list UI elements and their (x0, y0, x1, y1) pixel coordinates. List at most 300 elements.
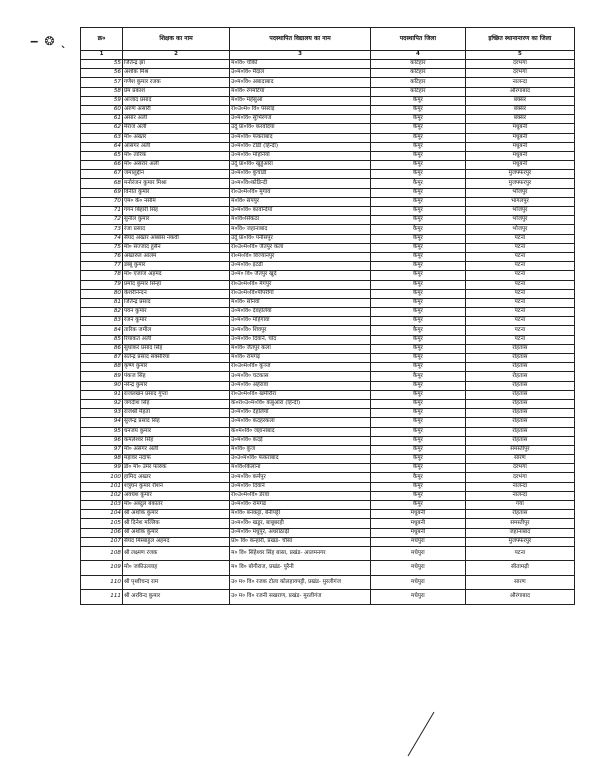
preferred-district-cell: मधुबनी (465, 142, 574, 151)
school-name-cell: म०वि० जैतपुर कला (230, 344, 371, 353)
serial-cell: 71 (81, 207, 123, 216)
serial-cell: 90 (81, 381, 123, 390)
teacher-name-cell: श्री दिनेश मल्लिक (122, 519, 229, 528)
table-row (81, 124, 575, 133)
school-name-cell: उ०म०वि० कावन्दियाँ (230, 207, 371, 216)
preferred-district-cell: समस्तीपुर (465, 445, 574, 454)
serial-cell: 74 (81, 234, 123, 243)
preferred-district-cell: बक्सर (465, 96, 574, 105)
column-number: 5 (465, 51, 574, 60)
teacher-name-cell: अशोक मिश्र (122, 69, 229, 78)
serial-cell: 66 (81, 161, 123, 170)
table-row (81, 308, 575, 317)
school-name-cell: उ० म० वि० रजनी सखराण, प्रखंड- मुरलीगंज (230, 590, 371, 605)
teacher-name-cell: अरुण अंसारी (122, 105, 229, 114)
table-row (81, 501, 575, 510)
preferred-district-cell: पटना (465, 308, 574, 317)
serial-cell: 111 (81, 590, 123, 605)
posted-district-cell: कैमूर (370, 455, 465, 464)
teacher-name-cell: पवन कुमार (122, 308, 229, 317)
serial-cell: 81 (81, 298, 123, 307)
table-row (81, 464, 575, 473)
school-name-cell: म०वि० बनकट्टा, बेनीपट्टी (230, 510, 371, 519)
preferred-district-cell: दरभंगा (465, 464, 574, 473)
posted-district-cell: कैमूर (370, 482, 465, 491)
serial-cell: 92 (81, 399, 123, 408)
table-row (81, 96, 575, 105)
table-row (81, 590, 575, 605)
posted-district-cell: कैमूर (370, 179, 465, 188)
school-name-cell: म०वि० कुंज (230, 445, 371, 454)
serial-cell: 85 (81, 335, 123, 344)
teacher-name-cell: कृष्ण कुमार (122, 363, 229, 372)
serial-cell: 64 (81, 142, 123, 151)
teacher-name-cell: मो० जकीउल्लाह (122, 561, 229, 576)
table-row (81, 280, 575, 289)
table-row (81, 252, 575, 261)
serial-cell: 108 (81, 546, 123, 561)
table-row (81, 436, 575, 445)
table-body (81, 60, 575, 605)
table-row (81, 372, 575, 381)
serial-cell: 107 (81, 537, 123, 546)
table-row (81, 78, 575, 87)
preferred-district-cell: मधुबनी (465, 133, 574, 142)
posted-district-cell: कटिहार (370, 69, 465, 78)
serial-cell: 68 (81, 179, 123, 188)
serial-cell: 75 (81, 243, 123, 252)
posted-district-cell: कैमूर (370, 427, 465, 436)
preferred-district-cell: दरभंगा (465, 60, 574, 69)
teacher-name-cell: डब्बू कुमार (122, 262, 229, 271)
posted-district-cell: कैमूर (370, 317, 465, 326)
teacher-name-cell: जितेन्द्र झा (122, 60, 229, 69)
preferred-district-cell: पटना (465, 317, 574, 326)
preferred-district-cell: रोहतास (465, 510, 574, 519)
posted-district-cell: कैमूर (370, 491, 465, 500)
posted-district-cell: कैमूर (370, 289, 465, 298)
school-name-cell: उ०म०वि० अबादाबाद (230, 78, 371, 87)
preferred-district-cell: रोहतास (465, 409, 574, 418)
serial-cell: 79 (81, 280, 123, 289)
table-row (81, 561, 575, 576)
teacher-name-cell: सतेन्द्र प्रसाद सक्सेरिया (122, 354, 229, 363)
school-name-cell: म०वि० रामगढ़ (230, 354, 371, 363)
posted-district-cell: कटिहार (370, 78, 465, 87)
teacher-name-cell: मो० असरार अली (122, 161, 229, 170)
posted-district-cell: मधुबनी (370, 528, 465, 537)
posted-district-cell: कैमूर (370, 464, 465, 473)
table-row (81, 363, 575, 372)
teacher-name-cell: मेराज अली (122, 124, 229, 133)
table-row (81, 335, 575, 344)
table-row (81, 317, 575, 326)
school-name-cell: उ०म०वि० टोडी (हिन्दी) (230, 142, 371, 151)
preferred-district-cell: मुजफ्फरपुर (465, 537, 574, 546)
teacher-name-cell: श्री अशोक कुमार (122, 528, 229, 537)
posted-district-cell: कैमूर (370, 445, 465, 454)
posted-district-cell: कैमूर (370, 124, 465, 133)
school-name-cell: उ०म०वि० चटकास (230, 372, 371, 381)
teacher-name-cell: कमलेश्वर सिंह (122, 436, 229, 445)
preferred-district-cell: भोजपुर (465, 216, 574, 225)
posted-district-cell: कैमूर (370, 151, 465, 160)
table-row (81, 197, 575, 206)
school-name-cell: उ०म०वि० महिगांवा (230, 317, 371, 326)
posted-district-cell: कैमूर (370, 188, 465, 197)
preferred-district-cell: दरभंगा (465, 69, 574, 78)
preferred-district-cell: मधुबनी (465, 161, 574, 170)
posted-district-cell: कैमूर (370, 161, 465, 170)
table-row (81, 243, 575, 252)
table-row (81, 69, 575, 78)
table-row (81, 225, 575, 234)
serial-cell: 70 (81, 197, 123, 206)
posted-district-cell: कैमूर (370, 409, 465, 418)
teacher-name-cell: मो० अब्दुल बकातर (122, 501, 229, 510)
serial-cell: 58 (81, 87, 123, 96)
preferred-district-cell: बक्सर (465, 115, 574, 124)
posted-district-cell: कैमूर (370, 298, 465, 307)
serial-cell: 77 (81, 262, 123, 271)
serial-cell: 69 (81, 188, 123, 197)
table-row (81, 445, 575, 454)
teacher-name-cell: मो० तारिक (122, 151, 229, 160)
table-row (81, 519, 575, 528)
posted-district-cell: मधेपुरा (370, 590, 465, 605)
preferred-district-cell: जहानाबाद (465, 528, 574, 537)
school-name-cell: उ०म०वि० अहेरावा (230, 381, 371, 390)
teacher-name-cell: आजाद प्रसाद (122, 96, 229, 105)
school-name-cell: उ०म०वि० मोहनियाँ (230, 151, 371, 160)
serial-cell: 72 (81, 216, 123, 225)
school-name-cell: उ०म०वि० देवहलिया (230, 308, 371, 317)
teacher-name-cell: मो० असगर अली (122, 445, 229, 454)
posted-district-cell: कैमूर (370, 207, 465, 216)
school-name-cell: उ०म०वि० फकराबाद (230, 133, 371, 142)
posted-district-cell: कैमूर (370, 262, 465, 271)
school-name-cell: उर्दू प्रा०वि० करवंदिया (230, 124, 371, 133)
school-name-cell: उ०म०वि० रामगढ (230, 501, 371, 510)
preferred-district-cell: पटना (465, 289, 574, 298)
serial-cell: 87 (81, 354, 123, 363)
table-row (81, 473, 575, 482)
preferred-district-cell: भोजपुर (465, 207, 574, 216)
posted-district-cell: कैमूर (370, 363, 465, 372)
school-name-cell: उ०म०वि०कोडिन्दी (230, 179, 371, 188)
pen-mark (400, 710, 440, 758)
posted-district-cell: कैमूर (370, 170, 465, 179)
school-name-cell: उ०म०वि० कदई (230, 436, 371, 445)
teacher-name-cell: जितेन्द्र प्रसाद (122, 298, 229, 307)
school-name-cell: उ०म०वि० कर्मपुर (230, 473, 371, 482)
table-row (81, 575, 575, 590)
teacher-name-cell: राजलखन प्रसाद गुप्ता (122, 390, 229, 399)
posted-district-cell: कैमूर (370, 473, 465, 482)
posted-district-cell: कैमूर (370, 225, 465, 234)
preferred-district-cell: पटना (465, 298, 574, 307)
school-name-cell: उ०म०वि० दिवाने (230, 482, 371, 491)
posted-district-cell: कैमूर (370, 197, 465, 206)
table-row (81, 289, 575, 298)
preferred-district-cell: नालन्दा (465, 491, 574, 500)
table-row (81, 418, 575, 427)
school-name-cell: उ०म०वि० कदहरकला (230, 418, 371, 427)
teacher-name-cell: प्रमोद कुमार सिन्हा (122, 280, 229, 289)
table-row (81, 115, 575, 124)
teacher-name-cell: डॉ० मो० उमर फारुक (122, 464, 229, 473)
teacher-name-cell: मो० अख्तर (122, 133, 229, 142)
school-name-cell: उ०म०वि० कुचाडी (230, 170, 371, 179)
table-row (81, 390, 575, 399)
serial-cell: 109 (81, 561, 123, 576)
serial-cell: 88 (81, 363, 123, 372)
teacher-name-cell: महावर नदाफ (122, 455, 229, 464)
teacher-name-cell: रंजा प्रसाद (122, 225, 229, 234)
teacher-transfer-table (80, 27, 575, 605)
header-preferred-district: इच्छित स्थानान्तरण का जिला (465, 28, 574, 51)
preferred-district-cell: पटना (465, 243, 574, 252)
school-name-cell: म०वि० रंगमटिया (230, 87, 371, 96)
posted-district-cell: मधेपुरा (370, 575, 465, 590)
teacher-name-cell: श्री अरविन्द कुमार (122, 590, 229, 605)
school-name-cell: रा०उ०म० वि० पसराइं (230, 105, 371, 114)
posted-district-cell: कैमूर (370, 326, 465, 335)
teacher-name-cell: रियाकत अली (122, 335, 229, 344)
table-row (81, 381, 575, 390)
posted-district-cell: कैमूर (370, 418, 465, 427)
preferred-district-cell: मधुबनी (465, 124, 574, 133)
posted-district-cell: कैमूर (370, 280, 465, 289)
table-row (81, 133, 575, 142)
header-school-name: पदस्थापित विद्यालय का नाम (230, 28, 371, 51)
table-row (81, 326, 575, 335)
serial-cell: 62 (81, 124, 123, 133)
serial-cell: 98 (81, 455, 123, 464)
preferred-district-cell: दरभंगा (465, 473, 574, 482)
header-posted-district: पदस्थापित जिला (370, 28, 465, 51)
posted-district-cell: कैमूर (370, 216, 465, 225)
table-row (81, 151, 575, 160)
header-teacher-name: शिक्षक का नाम (122, 28, 229, 51)
preferred-district-cell: मुजफ्फरपुर (465, 179, 574, 188)
preferred-district-cell: पटना (465, 234, 574, 243)
preferred-district-cell: मुजफ्फरपुर (465, 170, 574, 179)
table-row (81, 537, 575, 546)
serial-cell: 59 (81, 96, 123, 105)
teacher-name-cell: हामिद अख्तर (122, 473, 229, 482)
teacher-name-cell: श्री पृथ्वीचन्द राम (122, 575, 229, 590)
school-name-cell: उ०म०वि० खडूर, बाबूबरही (230, 519, 371, 528)
table-row (81, 271, 575, 280)
table-row (81, 87, 575, 96)
school-name-cell: उर्दू प्रा०वि० खुर्हुआरा (230, 161, 371, 170)
posted-district-cell: कैमूर (370, 96, 465, 105)
school-name-cell: म०वि०किलाना (230, 464, 371, 473)
teacher-name-cell: केशरीनन्दन (122, 289, 229, 298)
table-row (81, 409, 575, 418)
school-name-cell: रा०उ०म०वि०पीपरीगाँ (230, 289, 371, 298)
preferred-district-cell: रोहतास (465, 381, 574, 390)
school-name-cell: म०वि० सपपुर (230, 197, 371, 206)
posted-district-cell: कैमूर (370, 390, 465, 399)
preferred-district-cell: रोहतास (465, 418, 574, 427)
school-name-cell: म०वि० चौकी (230, 60, 371, 69)
table-row (81, 399, 575, 408)
preferred-district-cell: औरंगाबाद (465, 87, 574, 96)
table-row (81, 344, 575, 353)
table-row (81, 60, 575, 69)
teacher-name-cell: सुजेन्द्र प्रसाद सिंह (122, 418, 229, 427)
table-row (81, 455, 575, 464)
header-row (81, 28, 575, 51)
column-number: 2 (122, 51, 229, 60)
serial-cell: 99 (81, 464, 123, 473)
school-name-cell: रा०म०वि० विज्यानपुर (230, 252, 371, 261)
school-name-cell: रा०उ०म०वि० जैतपुर कला (230, 243, 371, 252)
teacher-name-cell: जमालुद्दीन (122, 170, 229, 179)
table-row (81, 234, 575, 243)
teacher-name-cell: रंजन कुमार (122, 317, 229, 326)
school-name-cell: उ०म०वि० देहलियाँ (230, 409, 371, 418)
serial-cell: 95 (81, 427, 123, 436)
serial-cell: 106 (81, 528, 123, 537)
school-name-cell: उ०म०वि० इटढी (230, 262, 371, 271)
school-name-cell: म० वि० बोगीराज, प्रखंड- पुरैनी (230, 561, 371, 576)
preferred-district-cell: पटना (465, 280, 574, 289)
table-row (81, 482, 575, 491)
serial-cell: 80 (81, 289, 123, 298)
teacher-name-cell: मो० सज्जाद हुसैन (122, 243, 229, 252)
preferred-district-cell: रोहतास (465, 399, 574, 408)
posted-district-cell: कैमूर (370, 234, 465, 243)
serial-cell: 96 (81, 436, 123, 445)
serial-cell: 93 (81, 409, 123, 418)
teacher-name-cell: श्री अशोक कुमार (122, 510, 229, 519)
preferred-district-cell: रोहतास (465, 363, 574, 372)
serial-cell: 82 (81, 308, 123, 317)
posted-district-cell: कैमूर (370, 308, 465, 317)
serial-cell: 103 (81, 501, 123, 510)
posted-district-cell: कैमूर (370, 115, 465, 124)
teacher-name-cell: गगन बिहारी सिंह (122, 207, 229, 216)
preferred-district-cell: भोजपुर (465, 188, 574, 197)
preferred-district-cell: मधुबनी (465, 151, 574, 160)
preferred-district-cell: भागलपुर (465, 197, 574, 206)
posted-district-cell: कैमूर (370, 372, 465, 381)
school-name-cell: उर्दू प्रा०वि० पनीसपुर (230, 234, 371, 243)
teacher-name-cell: विनीत कुमार (122, 188, 229, 197)
serial-cell: 89 (81, 372, 123, 381)
serial-cell: 100 (81, 473, 123, 482)
school-name-cell: उ०म०वि० सुभिरगंज (230, 115, 371, 124)
teacher-name-cell: अंसार अली (122, 115, 229, 124)
margin-scan-marks: ‒ ❂ ˎ (30, 34, 68, 48)
school-name-cell: उ०म०वि० मैदाल (230, 69, 371, 78)
table-row (81, 510, 575, 519)
posted-district-cell: कैमूर (370, 243, 465, 252)
table-row (81, 179, 575, 188)
school-name-cell: उ०उ०म०वि० फकराबाद (230, 455, 371, 464)
posted-district-cell: मधेपुरा (370, 561, 465, 576)
preferred-district-cell: रोहतास (465, 427, 574, 436)
serial-cell: 110 (81, 575, 123, 590)
table-row (81, 298, 575, 307)
serial-cell: 65 (81, 151, 123, 160)
preferred-district-cell: नालन्दा (465, 482, 574, 491)
column-number: 3 (230, 51, 371, 60)
teacher-name-cell: नरेन्द्र कुमार (122, 381, 229, 390)
preferred-district-cell: रोहतास (465, 372, 574, 381)
posted-district-cell: कटिहार (370, 60, 465, 69)
posted-district-cell: मधुबनी (370, 510, 465, 519)
teacher-name-cell: सुनील कुमार (122, 216, 229, 225)
teacher-name-cell: सैयद मिस्बाहुल अहमद (122, 537, 229, 546)
posted-district-cell: मधेपुरा (370, 546, 465, 561)
posted-district-cell: कैमूर (370, 436, 465, 445)
preferred-district-cell: सीतामढ़ी (465, 561, 574, 576)
serial-cell: 56 (81, 69, 123, 78)
column-number: 4 (370, 51, 465, 60)
serial-cell: 73 (81, 225, 123, 234)
teacher-name-cell: शत्रुघन कुमार रौशन (122, 482, 229, 491)
serial-cell: 60 (81, 105, 123, 114)
serial-cell: 102 (81, 491, 123, 500)
preferred-district-cell: पटना (465, 271, 574, 280)
teacher-name-cell: मनोरंजन कुमार मिश्रा (122, 179, 229, 188)
table-row (81, 262, 575, 271)
school-name-cell: रा०उ०म०वि० कुञ्ज (230, 363, 371, 372)
posted-district-cell: कैमूर (370, 271, 465, 280)
serial-cell: 97 (81, 445, 123, 454)
serial-cell: 94 (81, 418, 123, 427)
table-row (81, 216, 575, 225)
serial-cell: 83 (81, 317, 123, 326)
teacher-name-cell: सैयद अख्तर अब्बास नकवी (122, 234, 229, 243)
school-name-cell: रा०उ०म०वि० मेंगपुर (230, 280, 371, 289)
posted-district-cell: कैमूर (370, 381, 465, 390)
table-row (81, 142, 575, 151)
preferred-district-cell: पटना (465, 262, 574, 271)
table-row (81, 491, 575, 500)
table-row (81, 427, 575, 436)
school-name-cell: रा०उ०म०वि० मुगांव (230, 188, 371, 197)
serial-cell: 76 (81, 252, 123, 261)
serial-cell: 78 (81, 271, 123, 280)
preferred-district-cell: बक्सर (465, 105, 574, 114)
table-row (81, 207, 575, 216)
posted-district-cell: मधेपुरा (370, 537, 465, 546)
preferred-district-cell: रोहतास (465, 436, 574, 445)
posted-district-cell: कैमूर (370, 142, 465, 151)
table-row (81, 354, 575, 363)
teacher-name-cell: एम० के० नसीम (122, 197, 229, 206)
posted-district-cell: कैमूर (370, 501, 465, 510)
teacher-name-cell: श्री लक्ष्मण रजक (122, 546, 229, 561)
table-row (81, 161, 575, 170)
table-row (81, 188, 575, 197)
school-name-cell: उ०म०वि० दिवाने, चाँद (230, 335, 371, 344)
teacher-name-cell: आसगर अली (122, 142, 229, 151)
school-name-cell: प्रा० वि० कन्हारी, प्रखंड- चौसा (230, 537, 371, 546)
preferred-district-cell: समस्तीपुर (465, 519, 574, 528)
posted-district-cell: कैमूर (370, 252, 465, 261)
posted-district-cell: कैमूर (370, 133, 465, 142)
posted-district-cell: कैमूर (370, 335, 465, 344)
serial-cell: 84 (81, 326, 123, 335)
posted-district-cell: मधुबनी (370, 519, 465, 528)
teacher-name-cell: तारिक जमील (122, 326, 229, 335)
